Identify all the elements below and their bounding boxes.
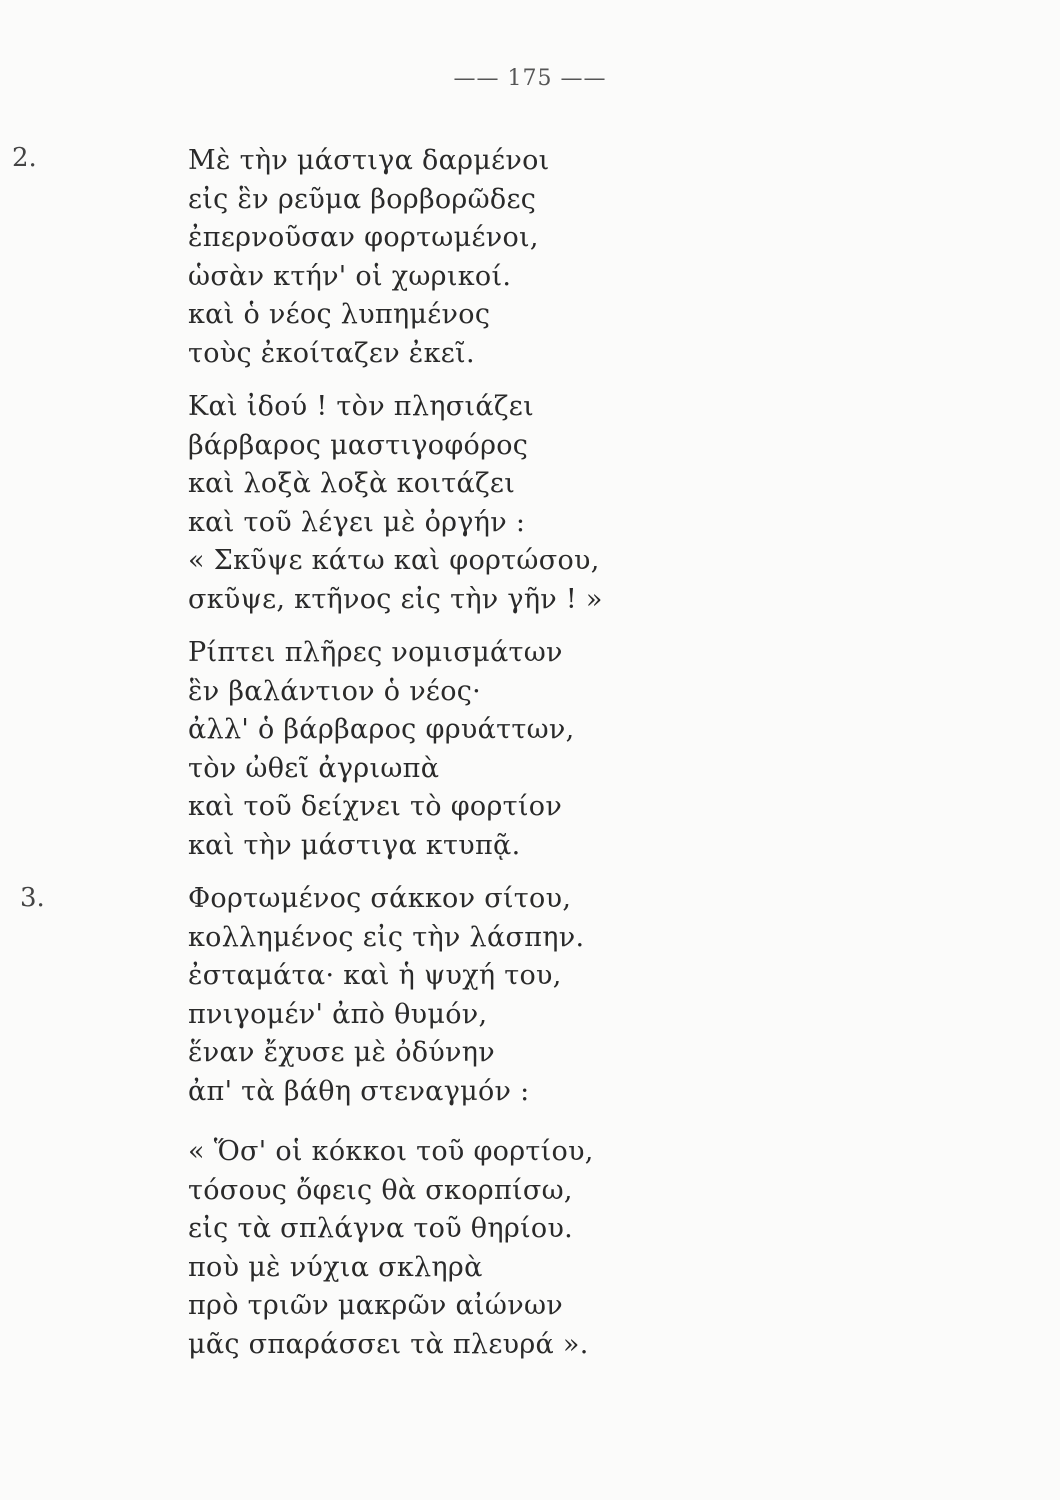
verse-line: τόσους ὄφεις θὰ σκορπίσω, — [188, 1174, 573, 1206]
verse-line: πρὸ τριῶν μακρῶν αἰώνων — [188, 1290, 563, 1321]
verse-line: ἐπερνοῦσαν φορτωμένοι, — [188, 222, 539, 253]
verse-line: Μὲ τὴν μάστιγα δαρμένοι — [188, 145, 550, 176]
verse-line: μᾶς σπαράσσει τὰ πλευρά ». — [188, 1328, 589, 1360]
verse-line: ἀπ' τὰ βάθη στεναγμόν : — [188, 1075, 530, 1107]
page-header — [0, 66, 1060, 91]
verse-line: « Ὅσ' οἱ κόκκοι τοῦ φορτίου, — [188, 1136, 594, 1167]
stanza — [188, 880, 584, 1111]
verse-line: εἰς ἓν ρεῦμα βορβορῶδες — [188, 183, 537, 215]
verse-line: βάρβαρος μαστιγοφόρος — [188, 429, 529, 461]
header-dash-left: —— — [453, 66, 500, 91]
stanza-number: 3. — [20, 883, 45, 913]
verse-line: ἐσταμάτα· καὶ ἡ ψυχή του, — [188, 960, 562, 991]
stanza — [188, 142, 550, 373]
stanza — [188, 1133, 594, 1364]
verse-line: κολλημένος εἰς τὴν λάσπην. — [188, 921, 585, 953]
verse-line: τὸν ὠθεῖ ἀγριωπὰ — [188, 752, 440, 784]
stanza — [188, 388, 603, 619]
verse-line: καὶ ὁ νέος λυπημένος — [188, 299, 491, 330]
verse-line: καὶ τὴν μάστιγα κτυπᾷ. — [188, 829, 521, 861]
verse-line: τοὺς ἐκοίταζεν ἐκεῖ. — [188, 337, 475, 369]
verse-line: ὡσὰν κτήν' οἱ χωρικοί. — [188, 260, 512, 292]
verse-line: Φορτωμένος σάκκον σίτου, — [188, 883, 572, 914]
verse-line: ἓν βαλάντιον ὁ νέος· — [188, 675, 482, 707]
verse-line: εἰς τὰ σπλάγνα τοῦ θηρίου. — [188, 1213, 574, 1244]
verse-line: σκῦψε, κτῆνος εἰς τὴν γῆν ! » — [188, 583, 603, 615]
stanza — [188, 634, 575, 865]
verse-line: Καὶ ἰδού ! τὸν πλησιάζει — [188, 391, 534, 422]
stanza-number: 2. — [12, 143, 37, 173]
verse-line: ἕναν ἔχυσε μὲ ὀδύνην — [188, 1037, 495, 1068]
header-dash-right: —— — [560, 66, 607, 91]
page-number: 175 — [507, 66, 553, 91]
verse-line: ἀλλ' ὁ βάρβαρος φρυάττων, — [188, 714, 575, 745]
verse-line: πνιγομέν' ἀπὸ θυμόν, — [188, 998, 488, 1030]
verse-line: « Σκῦψε κάτω καὶ φορτώσου, — [188, 545, 600, 576]
verse-line: ποὺ μὲ νύχια σκληρὰ — [188, 1251, 483, 1283]
verse-line: καὶ τοῦ δείχνει τὸ φορτίον — [188, 791, 563, 822]
verse-line: καὶ τοῦ λέγει μὲ ὀργήν : — [188, 506, 526, 538]
verse-line: Ρίπτει πλῆρες νομισμάτων — [188, 637, 563, 668]
verse-line: καὶ λοξὰ λοξὰ κοιτάζει — [188, 468, 516, 499]
